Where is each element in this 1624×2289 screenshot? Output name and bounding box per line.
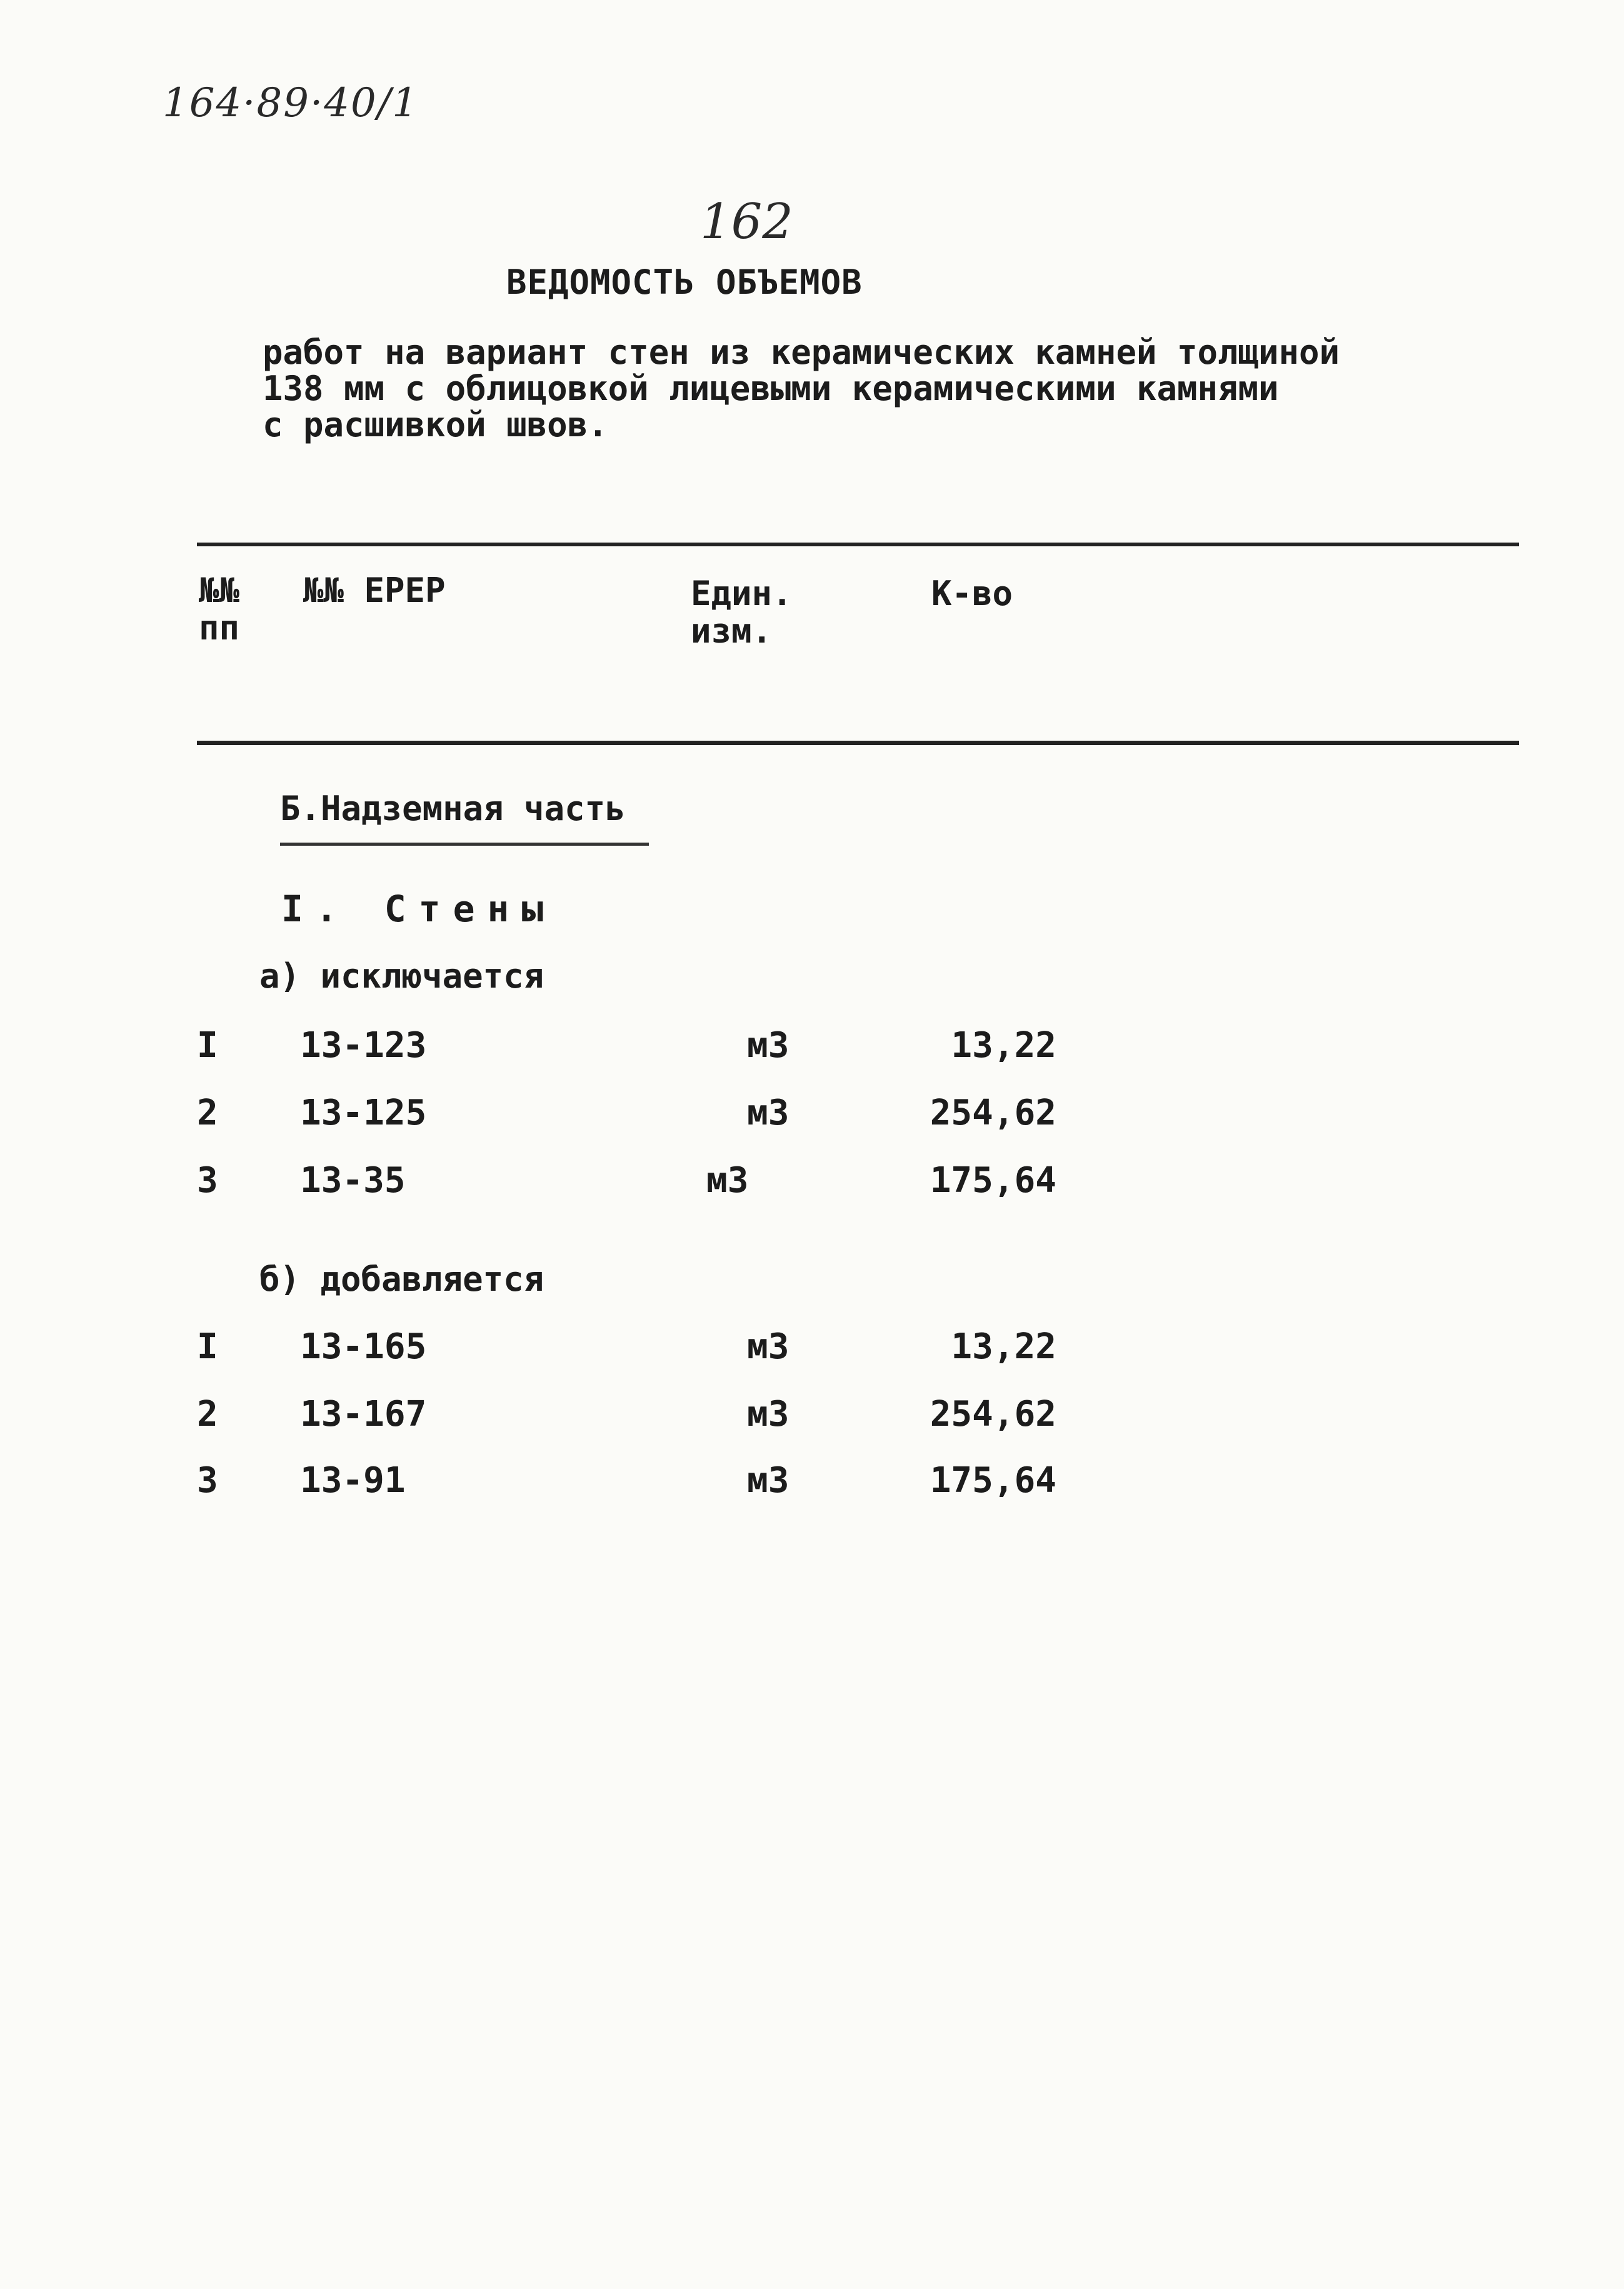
row-code: 13-123 xyxy=(300,1025,427,1066)
row-number: 3 xyxy=(197,1160,218,1201)
row-unit: м3 xyxy=(706,1160,749,1201)
row-quantity: 175,64 xyxy=(930,1460,1056,1501)
document-code: 164·89·40/1 xyxy=(163,80,419,126)
header-code: №№ ЕРЕР xyxy=(303,571,446,610)
row-quantity: 175,64 xyxy=(930,1160,1056,1201)
row-number: 2 xyxy=(197,1093,218,1133)
row-code: 13-125 xyxy=(300,1093,427,1133)
row-code: 13-91 xyxy=(300,1460,406,1501)
group-label: а) исключается xyxy=(259,956,544,996)
header-unit-line: изм. xyxy=(691,611,773,651)
table-header-rule xyxy=(197,741,1519,745)
row-number: I xyxy=(197,1025,218,1066)
header-number-line: пп xyxy=(199,608,240,648)
document-subtitle xyxy=(263,334,1340,443)
page-number: 162 xyxy=(700,194,793,250)
subtitle-line: работ на вариант стен из керамических камней толщиной xyxy=(263,333,1340,372)
row-code: 13-167 xyxy=(300,1394,427,1435)
subsection-title: I. Стены xyxy=(281,888,556,930)
section-title: Б.Надземная часть xyxy=(280,789,626,828)
row-code: 13-165 xyxy=(300,1326,427,1367)
row-number: 3 xyxy=(197,1460,218,1501)
header-number xyxy=(199,572,239,647)
header-number-line: №№ xyxy=(199,571,240,610)
row-unit: м3 xyxy=(747,1460,789,1501)
subtitle-line: с расшивкой швов. xyxy=(263,405,608,444)
row-unit: м3 xyxy=(747,1326,789,1367)
row-quantity: 13,22 xyxy=(951,1326,1056,1367)
row-code: 13-35 xyxy=(300,1160,406,1201)
section-underline xyxy=(280,843,649,846)
row-number: 2 xyxy=(197,1394,218,1435)
row-unit: м3 xyxy=(747,1394,789,1435)
row-quantity: 13,22 xyxy=(951,1025,1056,1066)
row-quantity: 254,62 xyxy=(930,1394,1056,1435)
row-number: I xyxy=(197,1326,218,1367)
header-unit xyxy=(691,575,793,650)
row-unit: м3 xyxy=(747,1093,789,1133)
document-title: ВЕДОМОСТЬ ОБЪЕМОВ xyxy=(506,263,863,302)
subtitle-line: 138 мм с облицовкой лицевыми керамическими камнями xyxy=(263,369,1279,408)
group-label: б) добавляется xyxy=(259,1260,544,1299)
table-top-rule xyxy=(197,543,1519,546)
row-unit: м3 xyxy=(747,1025,789,1066)
row-quantity: 254,62 xyxy=(930,1093,1056,1133)
header-quantity: К-во xyxy=(931,574,1013,613)
header-unit-line: Един. xyxy=(691,574,793,613)
